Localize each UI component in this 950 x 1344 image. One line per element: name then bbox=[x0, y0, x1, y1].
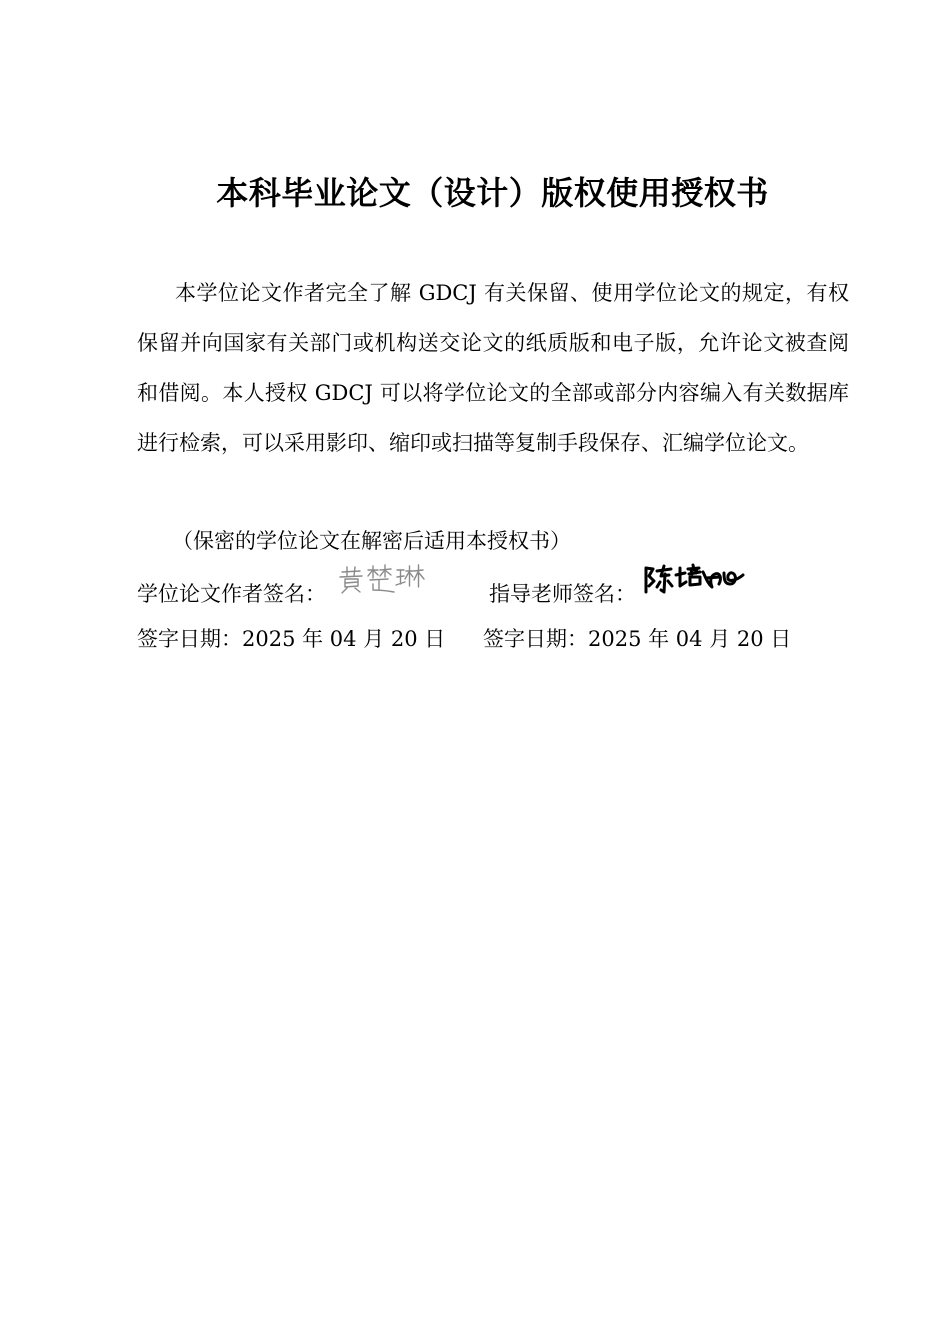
advisor-signature-row bbox=[489, 570, 636, 618]
author-date-value: 2025 年 04 月 20 日 bbox=[242, 627, 446, 651]
advisor-date-value: 2025 年 04 月 20 日 bbox=[588, 627, 792, 651]
advisor-date-row bbox=[483, 615, 791, 663]
advisor-handwritten-signature bbox=[640, 562, 746, 596]
page-title: 本科毕业论文（设计）版权使用授权书 bbox=[216, 174, 769, 212]
author-signature-label: 学位论文作者签名： bbox=[137, 582, 326, 606]
authorization-paragraph: 本学位论文作者完全了解 GDCJ 有关保留、使用学位论文的规定，有权保留并向国家有关部门或机构送交论文的纸质版和电子版，允许论文被查阅和借阅。本人授权 GDCJ 可以将学位论文的全部或部分内容编入有关数据库进行检索，可以采用影印、缩印或扫描等复制手段保存、汇编学位论文。 bbox=[137, 281, 849, 455]
advisor-signature-label: 指导老师签名： bbox=[489, 582, 636, 606]
advisor-date-label: 签字日期： bbox=[483, 627, 588, 651]
author-signature-row bbox=[137, 570, 326, 618]
author-handwritten-signature bbox=[336, 562, 426, 596]
author-date-row bbox=[137, 615, 445, 663]
confidential-note: （保密的学位论文在解密后适用本授权书） bbox=[172, 529, 571, 553]
author-date-label: 签字日期： bbox=[137, 627, 242, 651]
